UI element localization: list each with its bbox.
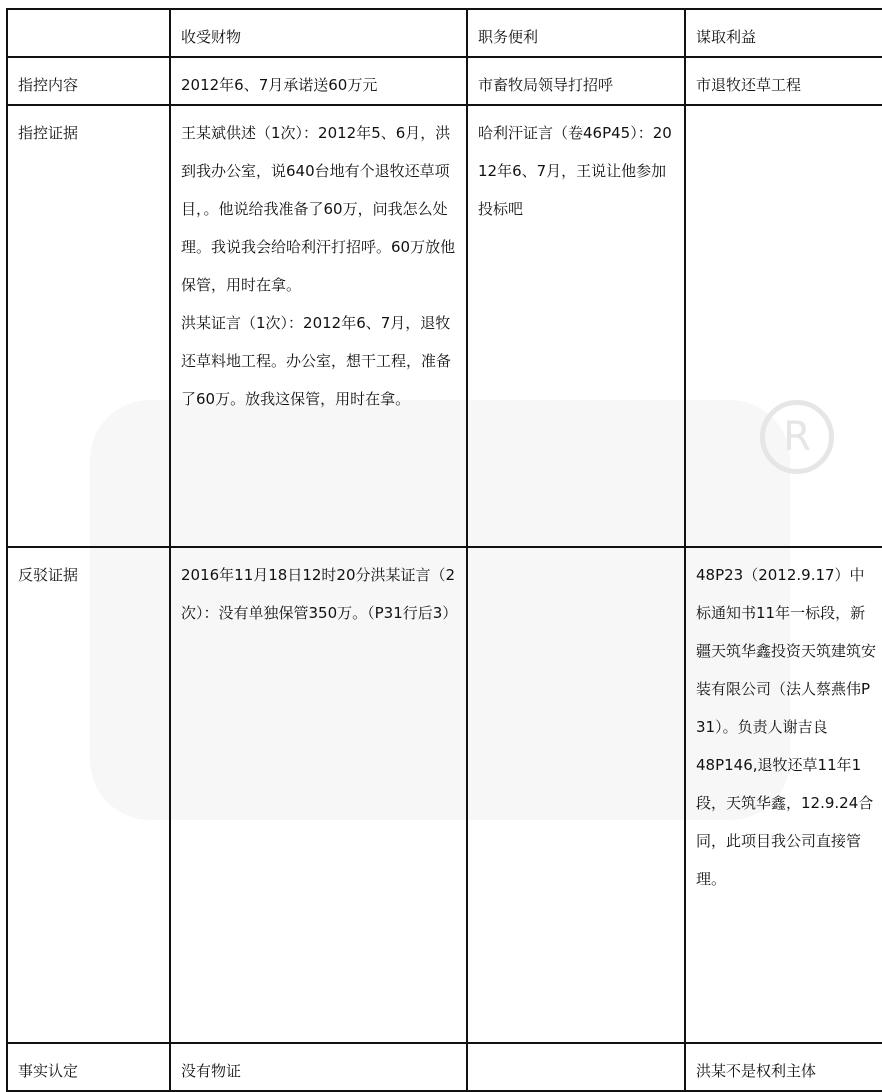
header-cell: 谋取利益: [685, 9, 882, 57]
row-label: 指控证据: [7, 105, 170, 547]
table-cell: [170, 547, 467, 1043]
cell-text: 洪某不是权利主体: [696, 1062, 817, 1080]
table-cell: [170, 105, 467, 547]
cell-text: 洪某证言（1次）：2012年6、7月，退牧还草料地工程。办公室，想干工程，准备了60万。放我这保管，用时在拿。: [181, 314, 452, 408]
table-header-row: [7, 9, 882, 57]
table-cell: [685, 57, 882, 105]
table-row: [7, 547, 882, 1043]
row-label: 指控内容: [7, 57, 170, 105]
table-cell: [685, 547, 882, 1043]
cell-text: 没有物证: [181, 1062, 242, 1080]
table-row: [7, 57, 882, 105]
row-label: 事实认定: [7, 1043, 170, 1091]
table-cell: [467, 547, 685, 1043]
row-label: 反驳证据: [7, 547, 170, 1043]
cell-text: 哈利汗证言（卷46P45）：2012年6、7月，王说让他参加投标吧: [478, 124, 672, 218]
table-cell: [170, 57, 467, 105]
registered-mark-watermark: R: [760, 400, 834, 474]
evidence-table: [6, 8, 882, 1092]
cell-text: 48P23（2012.9.17）中标通知书11年一标段，新疆天筑华鑫投资天筑建筑安装有限公司（法人蔡燕伟P31）。负责人谢吉良: [696, 566, 877, 736]
table-cell: [685, 105, 882, 547]
table-cell: [467, 105, 685, 547]
cell-text: 48P146,退牧还草11年1段，天筑华鑫，12.9.24合同，此项目我公司直接管理。: [696, 756, 874, 888]
cell-text: 2016年11月18日12时20分洪某证言（2次）：没有单独保管350万。（P31行后3）: [181, 566, 458, 622]
header-cell: 职务便利: [467, 9, 685, 57]
cell-text: 2012年6、7月承诺送60万元: [181, 76, 378, 94]
cell-text: 市退牧还草工程: [696, 76, 802, 94]
table-cell: [467, 57, 685, 105]
cell-text: 王某斌供述（1次）：2012年5、6月，洪到我办公室，说640台地有个退牧还草项目，。他说给我准备了60万，问我怎么处理。我说我会给哈利汗打招呼。60万放他保管，用时在拿。: [181, 124, 456, 294]
header-cell: [7, 9, 170, 57]
cell-text: 市畜牧局领导打招呼: [478, 76, 614, 94]
table-row: [7, 105, 882, 547]
header-cell: 收受财物: [170, 9, 467, 57]
